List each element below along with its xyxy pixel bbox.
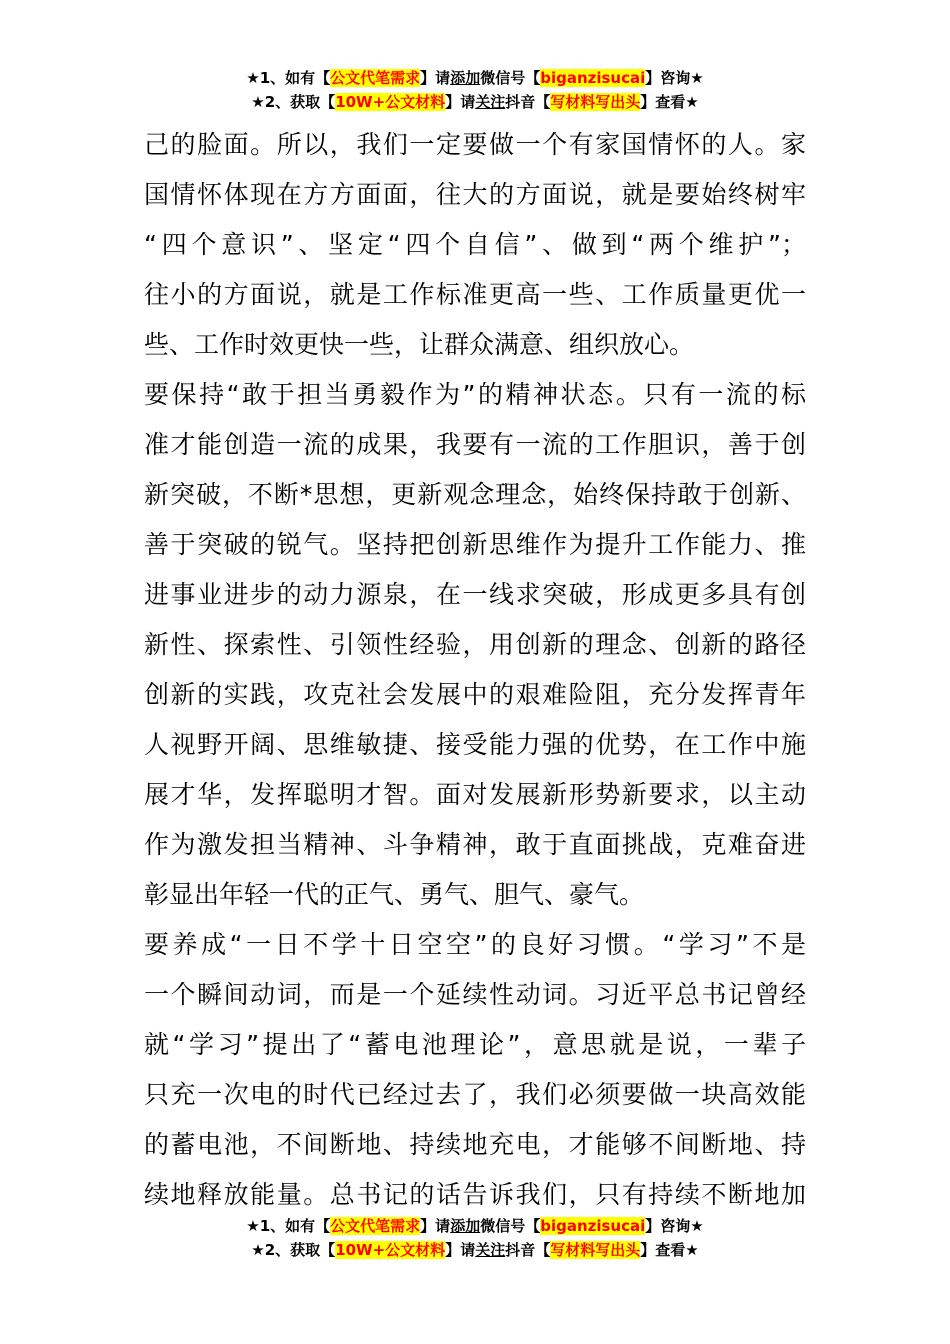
footer-line-2-underlined: 关注	[475, 1241, 506, 1259]
header-line-1-suffix: 】咨询★	[645, 69, 704, 87]
body-line: 只充一次电的时代已经过去了，我们必须要做一块高效能	[144, 1080, 806, 1109]
header-line-2-prefix: ★2、获取【	[251, 93, 336, 111]
body-line: 一个瞬间动词，而是一个延续性动词。习近平总书记曾经	[144, 980, 806, 1009]
body-line: 往小的方面说，就是工作标准更高一些、工作质量更优一	[144, 280, 806, 309]
body-line: 进事业进步的动力源泉，在一线求突破，形成更多具有创	[144, 580, 806, 609]
body-line: 些、工作时效更快一些，让群众满意、组织放心。	[144, 330, 695, 359]
body-line: 要保持“敢于担当勇毅作为”的精神状态。只有一流的标	[144, 380, 806, 409]
footer-highlight-douyin: 写材料写出头	[550, 1241, 641, 1259]
header-line-1	[0, 66, 950, 90]
footer-highlight-service: 公文代笔需求	[330, 1217, 421, 1235]
header-banner	[0, 66, 950, 114]
body-line: “四个意识”、坚定“四个自信”、做到“两个维护”；	[144, 230, 806, 259]
header-line-2-suffix: 】查看★	[640, 93, 699, 111]
footer-banner	[0, 1214, 950, 1262]
body-line: 创新的实践，攻克社会发展中的艰难险阻，充分发挥青年	[144, 680, 806, 709]
header-line-1-text-2: 微信号【	[480, 69, 541, 87]
footer-line-1-text: 】请	[420, 1217, 451, 1235]
header-line-2-underlined: 关注	[475, 93, 506, 111]
footer-line-1-suffix: 】咨询★	[645, 1217, 704, 1235]
footer-line-2-text: 】请	[445, 1241, 476, 1259]
footer-line-1-underlined: 添加	[450, 1217, 481, 1235]
footer-highlight-materials: 10W+公文材料	[335, 1241, 446, 1259]
body-line: 就“学习”提出了“蓄电池理论”，意思就是说，一辈子	[144, 1030, 806, 1059]
body-line: 善于突破的锐气。坚持把创新思维作为提升工作能力、推	[144, 530, 806, 559]
footer-highlight-wechat-id: biganzisucai	[540, 1217, 646, 1235]
body-line: 人视野开阔、思维敏捷、接受能力强的优势，在工作中施	[144, 730, 806, 759]
header-line-1-underlined: 添加	[450, 69, 481, 87]
header-highlight-douyin: 写材料写出头	[550, 93, 641, 111]
document-body	[144, 120, 806, 1220]
footer-line-2-prefix: ★2、获取【	[251, 1241, 336, 1259]
body-line: 展才华，发挥聪明才智。面对发展新形势新要求，以主动	[144, 780, 806, 809]
body-line: 己的脸面。所以，我们一定要做一个有家国情怀的人。家	[144, 130, 806, 159]
body-line: 新突破，不断*思想，更新观念理念，始终保持敢于创新、	[144, 480, 806, 509]
footer-line-2	[0, 1238, 950, 1262]
footer-line-1-prefix: ★1、如有【	[246, 1217, 331, 1235]
body-line: 国情怀体现在方方面面，往大的方面说，就是要始终树牢	[144, 180, 806, 209]
header-line-2-text: 】请	[445, 93, 476, 111]
header-line-1-prefix: ★1、如有【	[246, 69, 331, 87]
header-line-2	[0, 90, 950, 114]
footer-line-1	[0, 1214, 950, 1238]
body-line: 的蓄电池，不间断地、持续地充电，才能够不间断地、持	[144, 1130, 806, 1159]
body-line: 新性、探索性、引领性经验，用创新的理念、创新的路径	[144, 630, 806, 659]
body-line: 作为激发担当精神、斗争精神，敢于直面挑战，克难奋进	[144, 830, 806, 859]
body-line: 续地释放能量。总书记的话告诉我们，只有持续不断地加	[144, 1180, 806, 1209]
footer-line-2-suffix: 】查看★	[640, 1241, 699, 1259]
header-highlight-wechat-id: biganzisucai	[540, 69, 646, 87]
header-highlight-materials: 10W+公文材料	[335, 93, 446, 111]
body-line: 彰显出年轻一代的正气、勇气、胆气、豪气。	[144, 880, 645, 909]
body-line: 要养成“一日不学十日空空”的良好习惯。“学习”不是	[144, 930, 806, 959]
header-line-2-text-2: 抖音【	[505, 93, 551, 111]
body-line: 准才能创造一流的成果，我要有一流的工作胆识，善于创	[144, 430, 806, 459]
footer-line-2-text-2: 抖音【	[505, 1241, 551, 1259]
header-line-1-text: 】请	[420, 69, 451, 87]
footer-line-1-text-2: 微信号【	[480, 1217, 541, 1235]
header-highlight-service: 公文代笔需求	[330, 69, 421, 87]
